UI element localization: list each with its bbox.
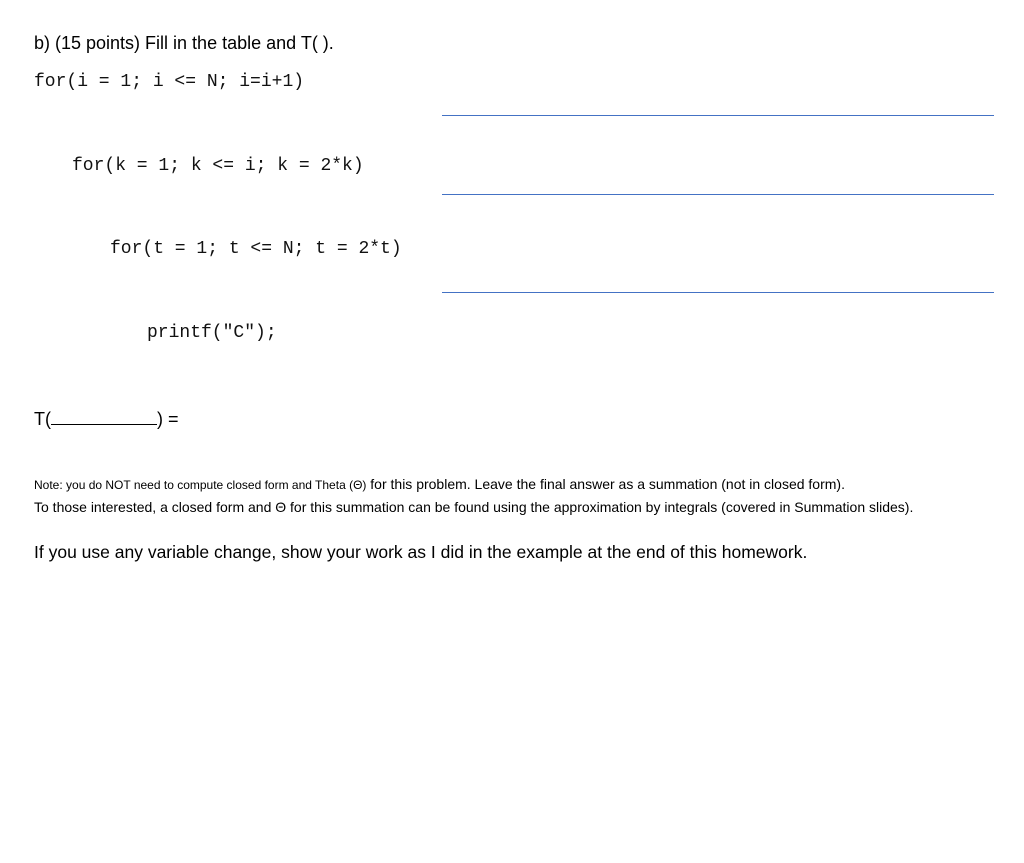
note-line-2: To those interested, a closed form and Θ for this summation can be found using the approximation by integrals (covered in Summation slides). [34,499,914,515]
answer-line-middle[interactable] [442,194,994,195]
t-answer-blank[interactable] [51,408,157,425]
t-prefix: T( [34,409,51,429]
outer-loop-code: for(i = 1; i <= N; i=i+1) [34,72,305,92]
variable-change-instruction: If you use any variable change, show your work as I did in the example at the end of this homework. [34,542,808,562]
inner-loop-code: for(t = 1; t <= N; t = 2*t) [110,239,402,259]
note-line-1-rest: for this problem. Leave the final answer as a summation (not in closed form). [366,476,845,492]
note-line-1-small: Note: you do NOT need to compute closed form and Theta (Θ) [34,478,367,492]
answer-line-outer[interactable] [442,115,994,116]
t-suffix: ) = [157,409,179,429]
loop-body-code: printf("C"); [147,323,277,343]
answer-line-inner[interactable] [442,292,994,293]
note-line-1 [34,476,845,494]
t-expression [34,408,179,430]
middle-loop-code: for(k = 1; k <= i; k = 2*k) [72,156,364,176]
question-title: b) (15 points) Fill in the table and T( ). [34,33,334,53]
